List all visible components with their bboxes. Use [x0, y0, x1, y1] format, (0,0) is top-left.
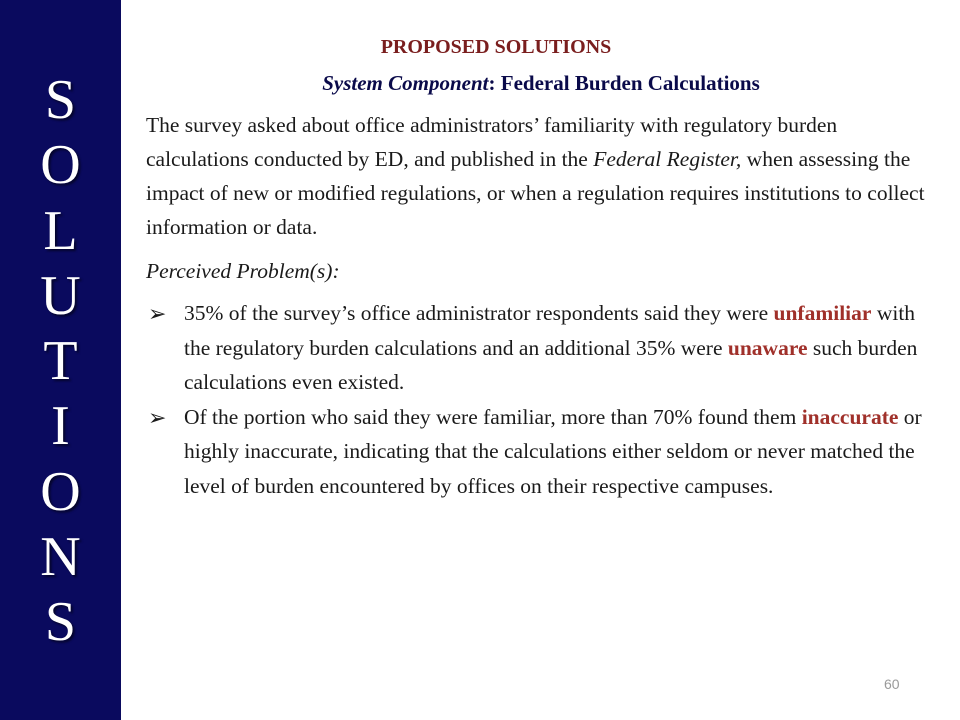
section-title: PROPOSED SOLUTIONS	[380, 36, 612, 58]
bullet-text-segment: such burden calculations even existed.	[184, 335, 918, 394]
bullet-text-segment: Of the portion who said they were familiar, more than 70% found them	[184, 404, 802, 429]
sidebar-letter: L	[43, 199, 78, 262]
bullet-text	[184, 405, 922, 498]
sidebar-letter: S	[44, 69, 77, 131]
intro-text-2: when assessing the impact of new or modified regulations, or when a regulation requires institutions to collect information or data.	[146, 147, 925, 239]
bullet-text-segment: 35% of the survey’s office administrator respondents said they were	[184, 301, 774, 325]
page-number: 60	[884, 676, 900, 692]
bullet-text-segment: or highly inaccurate, indicating that the calculations either seldom or never matched the level of burden encountered by offices on their respective campuses.	[184, 404, 922, 498]
subtitle-rest: : Federal Burden Calculations	[488, 71, 760, 95]
subtitle	[146, 66, 936, 100]
intro-text-1: The survey asked about office administrators’ familiarity with regulatory burden calculations conducted by ED, and published in the	[146, 113, 838, 171]
bullet-text	[184, 301, 917, 394]
sidebar-letter: O	[40, 460, 81, 523]
sidebar	[0, 0, 121, 720]
bullet-item	[146, 400, 936, 504]
sidebar-letter: I	[51, 395, 70, 458]
intro-italic: Federal Register,	[593, 147, 742, 171]
problem-heading: Perceived Problem(s):	[146, 259, 340, 283]
sidebar-letter: N	[40, 526, 81, 589]
bullet-item	[146, 296, 936, 400]
sidebar-letter: S	[44, 591, 77, 654]
right-arrow-icon: ➢	[148, 405, 167, 431]
intro-paragraph	[146, 108, 936, 244]
highlight-word: inaccurate	[801, 404, 899, 429]
subtitle-italic: System Component	[322, 71, 489, 95]
right-arrow-icon: ➢	[148, 302, 167, 327]
highlight-word: unaware	[727, 335, 808, 360]
sidebar-letter: O	[40, 134, 81, 197]
bullet-list	[146, 296, 936, 503]
slide-content	[146, 28, 946, 503]
sidebar-vertical-word	[0, 68, 121, 656]
bullet-text-segment: with the regulatory burden calculations and an additional 35% were	[184, 301, 916, 360]
highlight-word: unfamiliar	[773, 301, 872, 325]
sidebar-letter: T	[43, 330, 78, 393]
sidebar-letter: U	[40, 264, 81, 327]
